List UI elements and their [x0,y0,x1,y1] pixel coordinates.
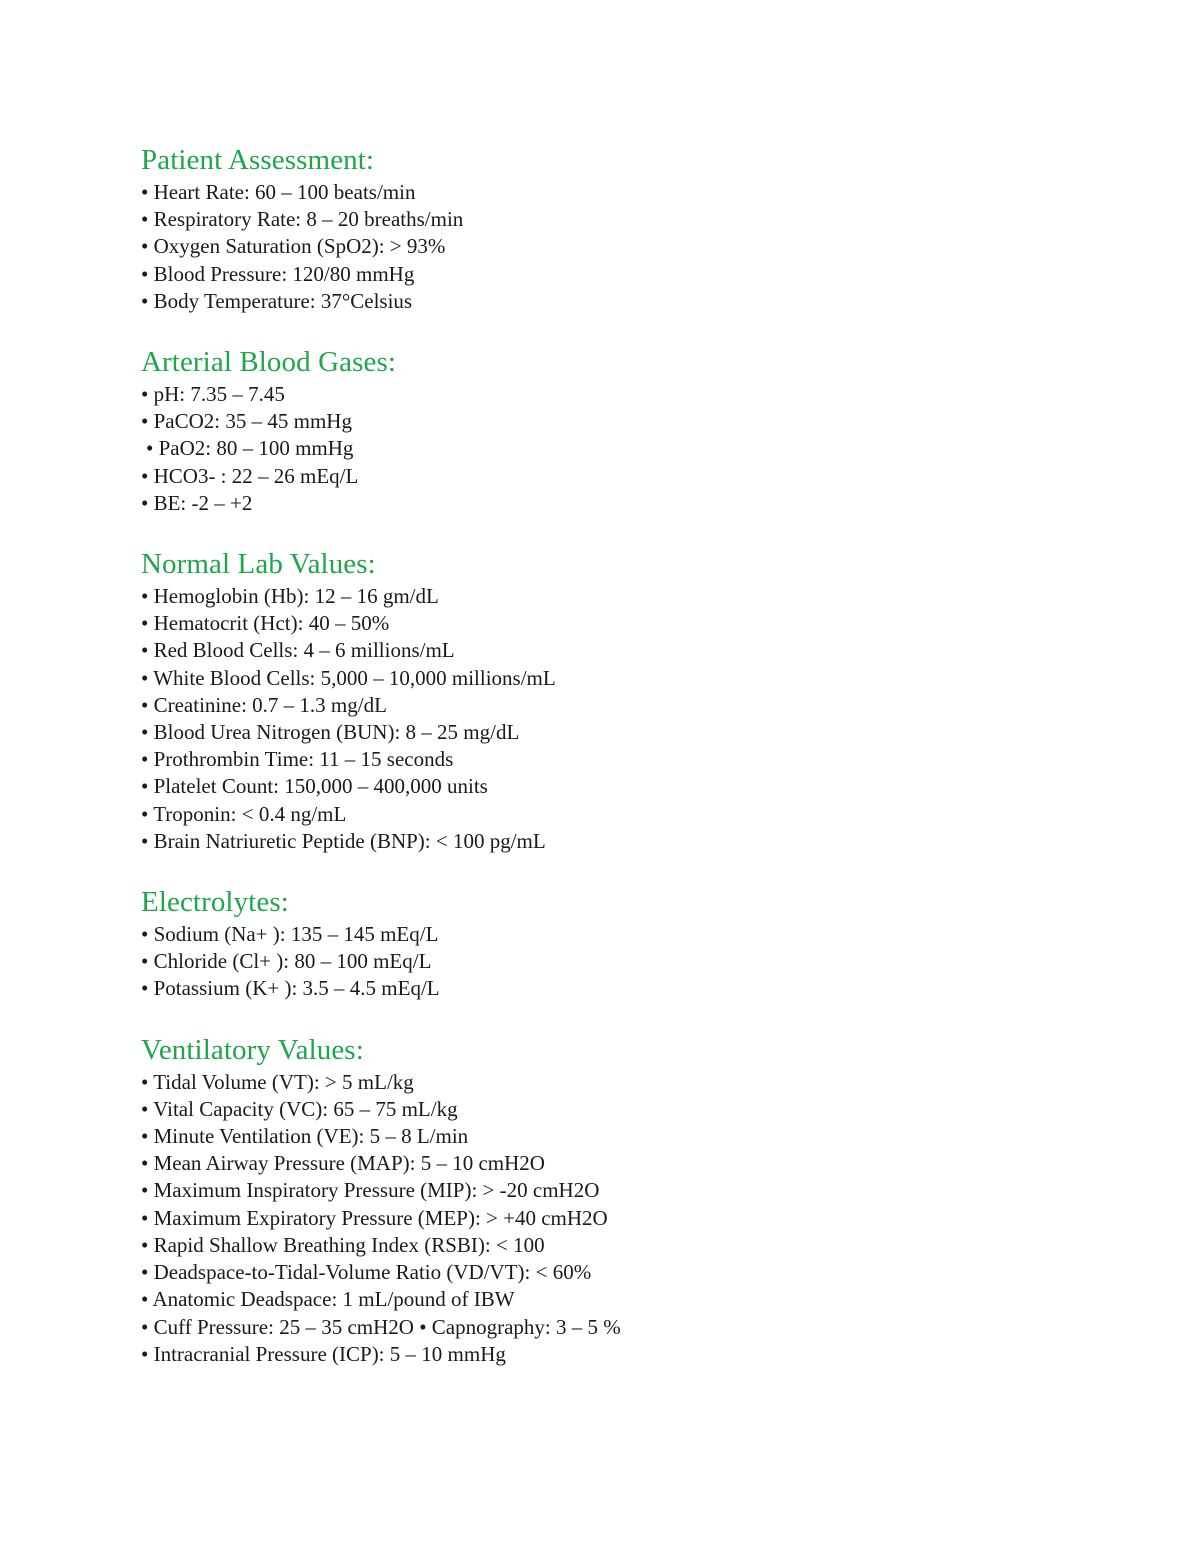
list-item: • Vital Capacity (VC): 65 – 75 mL/kg [141,1096,458,1121]
list-item: • Rapid Shallow Breathing Index (RSBI): < 100 [141,1232,545,1257]
list-item: • Minute Ventilation (VE): 5 – 8 L/min [141,1124,469,1149]
section-title: Normal Lab Values: [141,548,376,581]
list-item: • Tidal Volume (VT): > 5 mL/kg [141,1069,414,1094]
list-item: • Oxygen Saturation (SpO2): > 93% [141,234,446,259]
list-item: • Potassium (K+ ): 3.5 – 4.5 mEq/L [141,976,440,1001]
section-title: Electrolytes: [141,886,289,919]
section-title: Arterial Blood Gases: [141,346,396,379]
list-item: • BE: -2 – +2 [141,490,253,515]
list-item: • Red Blood Cells: 4 – 6 millions/mL [141,638,455,663]
list-item: • Intracranial Pressure (ICP): 5 – 10 mmHg [141,1341,506,1366]
section-electrolytes [141,883,1141,1003]
list-item: • Chloride (Cl+ ): 80 – 100 mEq/L [141,949,432,974]
section-title: Patient Assessment: [141,144,375,176]
section-normal-lab-values [141,545,1141,855]
list-item: • Respiratory Rate: 8 – 20 breaths/min [141,207,464,232]
document-page [141,141,1141,1396]
list-item: • Brain Natriuretic Peptide (BNP): < 100 pg/mL [141,828,546,853]
list-item: • Anatomic Deadspace: 1 mL/pound of IBW [141,1287,515,1312]
list-item: • Heart Rate: 60 – 100 beats/min [141,180,416,204]
list-item: • Blood Urea Nitrogen (BUN): 8 – 25 mg/dL [141,720,520,745]
section-title: Ventilatory Values: [141,1033,364,1066]
list-item: • Cuff Pressure: 25 – 35 cmH2O • Capnography: 3 – 5 % [141,1314,621,1339]
list-item: • Maximum Expiratory Pressure (MEP): > +40 cmH2O [141,1205,608,1230]
list-item: • Blood Pressure: 120/80 mmHg [141,261,415,286]
list-item: • Maximum Inspiratory Pressure (MIP): > -20 cmH2O [141,1178,600,1203]
section-patient-assessment [141,141,1141,315]
list-item: • PaCO2: 35 – 45 mmHg [141,409,352,434]
list-item: • Hematocrit (Hct): 40 – 50% [141,611,390,636]
list-item: • pH: 7.35 – 7.45 [141,382,285,407]
list-item: • Prothrombin Time: 11 – 15 seconds [141,747,454,772]
list-item: • Body Temperature: 37°Celsius [141,288,413,313]
list-item: • Sodium (Na+ ): 135 – 145 mEq/L [141,922,439,947]
list-item: • Deadspace-to-Tidal-Volume Ratio (VD/VT): < 60% [141,1260,592,1285]
section-arterial-blood-gases [141,343,1141,517]
section-ventilatory-values [141,1031,1141,1368]
list-item: • HCO3- : 22 – 26 mEq/L [141,463,359,488]
list-item: • Mean Airway Pressure (MAP): 5 – 10 cmH2O [141,1151,545,1176]
list-item: • White Blood Cells: 5,000 – 10,000 millions/mL [141,665,556,690]
list-item: • Hemoglobin (Hb): 12 – 16 gm/dL [141,584,439,609]
list-item: • Platelet Count: 150,000 – 400,000 units [141,774,488,799]
list-item: • Creatinine: 0.7 – 1.3 mg/dL [141,692,387,717]
list-item: • PaO2: 80 – 100 mmHg [146,436,354,461]
list-item: • Troponin: < 0.4 ng/mL [141,801,347,826]
